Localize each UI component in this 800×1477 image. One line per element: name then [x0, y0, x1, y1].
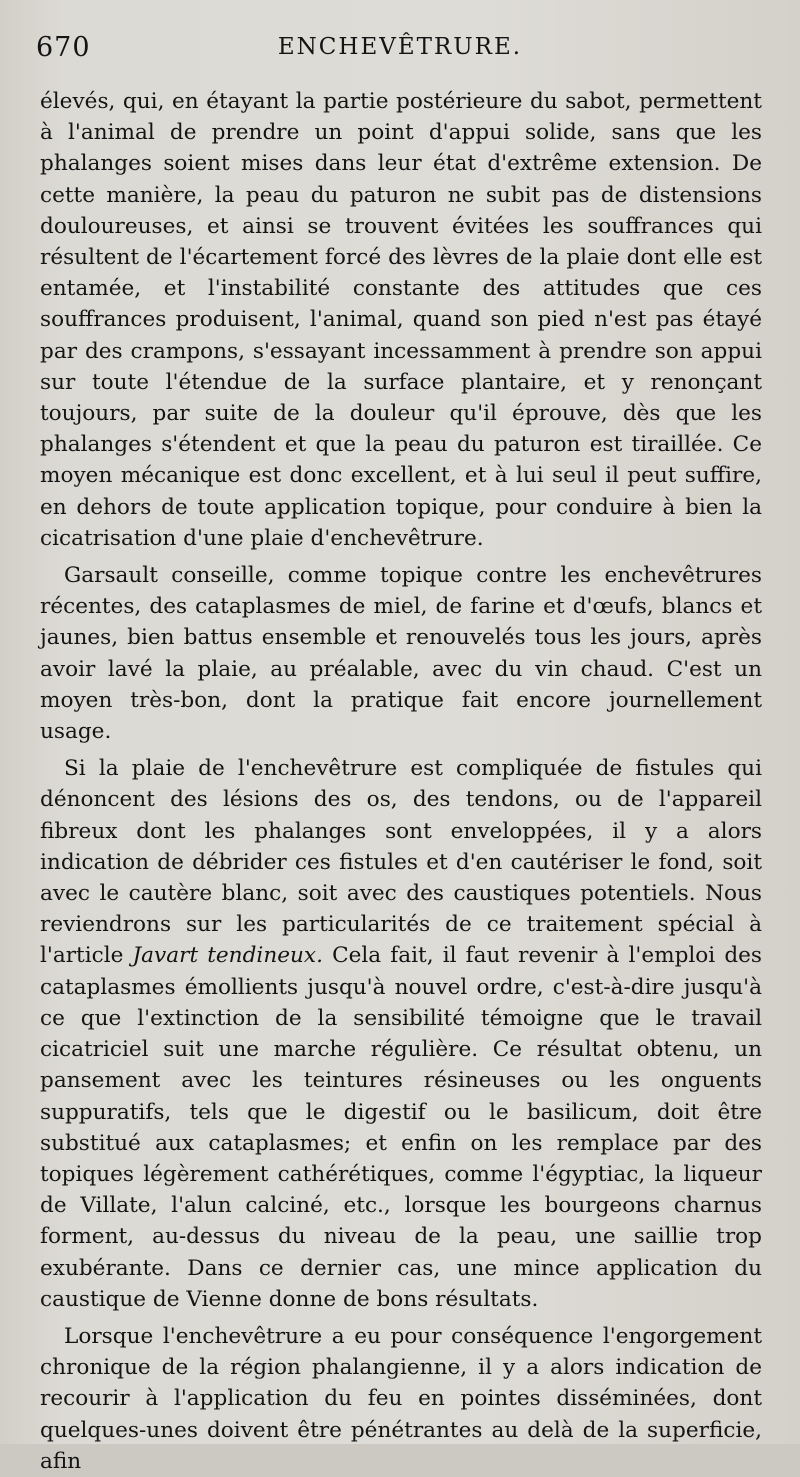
page-number: 670	[36, 32, 91, 63]
paragraph-4: Lorsque l'enchevêtrure a eu pour conséquence l'engorgement chronique de la région phalangienne, il y a alors indication de recourir à l'application du feu en pointes disséminées, dont quelques-unes doivent être pénétrantes au delà de la superficie, afin	[40, 1323, 762, 1474]
body-text	[40, 86, 762, 1477]
paragraph-1: élevés, qui, en étayant la partie postérieure du sabot, permettent à l'animal de prendre un point d'appui solide, sans que les phalanges soient mises dans leur état d'extrême extension. De cette manière, la peau du paturon ne subit pas de distensions douloureuses, et ainsi se trouvent évitées les souffrances qui résultent de l'écartement forcé des lèvres de la plaie dont elle est entamée, et l'instabilité constante des attitudes que ces souffrances produisent, l'animal, quand son pied n'est pas étayé par des crampons, s'essayant incessamment à prendre son appui sur toute l'étendue de la surface plantaire, et y renonçant toujours, par suite de la douleur qu'il éprouve, dès que les phalanges s'étendent et que la peau du paturon est tiraillée. Ce moyen mécanique est donc excellent, et à lui seul il peut suffire, en dehors de toute application topique, pour conduire à bien la cicatrisation d'une plaie d'enchevêtrure.	[40, 89, 762, 551]
running-title: ENCHEVÊTRURE.	[277, 34, 523, 60]
paragraph-3-text-start: Si la plaie de l'enchevêtrure est compliquée de fistules qui dénoncent des lésions des os, des tendons, ou de l'appareil fibreux dont les phalanges sont enveloppées, il y a alors indication de débrider ces fistules et d'en cautériser le fond, soit avec le cautère blanc, soit avec des caustiques potentiels. Nous reviendrons sur les particularités de ce traitement spécial à l'article	[40, 756, 762, 969]
paragraph-2: Garsault conseille, comme topique contre les enchevêtrures récentes, des cataplasmes de miel, de farine et d'œufs, blancs et jaunes, bien battus ensemble et renouvelés tous les jours, après avoir lavé la plaie, au préalable, avec du vin chaud. C'est un moyen très-bon, dont la pratique fait encore journellement usage.	[40, 563, 762, 745]
paragraph-3	[40, 753, 762, 1315]
article-reference-javart-tendineux: Javart tendineux.	[132, 943, 323, 969]
running-head	[36, 28, 764, 68]
paragraph-3-text-end: Cela fait, il faut revenir à l'emploi des cataplasmes émollients jusqu'à nouvel ordre, c'est-à-dire jusqu'à ce que l'extinction de la sensibilité témoigne que le travail cicatriciel suit une marche régulière. Ce résultat obtenu, un pansement avec les teintures résineuses ou les onguents suppuratifs, tels que le digestif ou le basilicum, doit être substitué aux cataplasmes; et enfin on les remplace par des topiques légèrement cathérétiques, comme l'égyptiac, la liqueur de Villate, l'alun calciné, etc., lorsque les bourgeons charnus forment, au-dessus du niveau de la peau, une saillie trop exubérante. Dans ce dernier cas, une mince application du caustique de Vienne donne de bons résultats.	[40, 943, 762, 1312]
